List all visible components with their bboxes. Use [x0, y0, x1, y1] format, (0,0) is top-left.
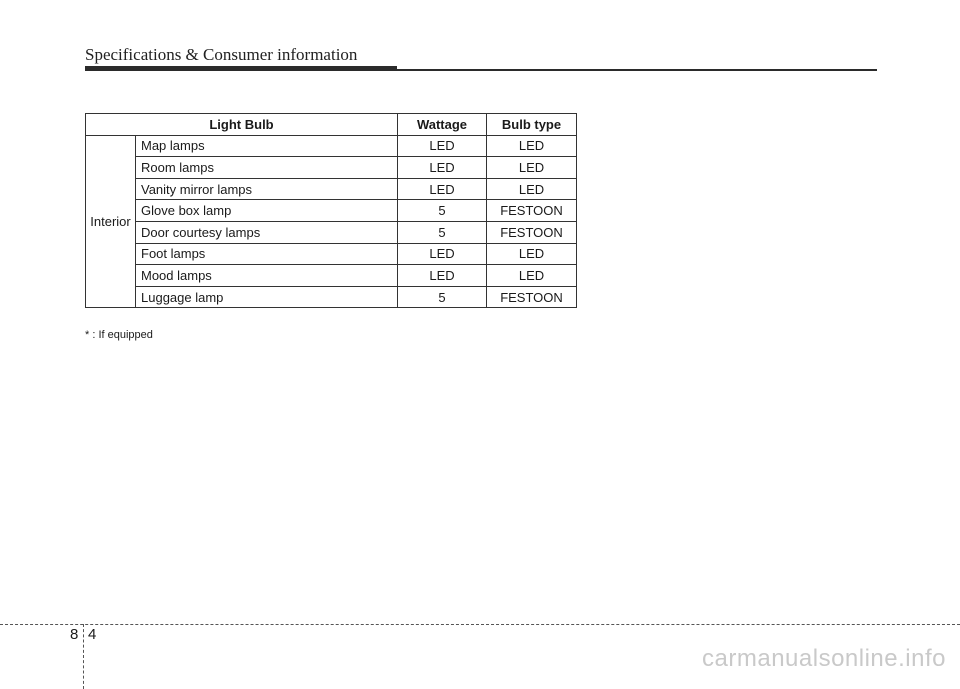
bulb-wattage: LED — [398, 157, 487, 179]
bulb-wattage: LED — [398, 265, 487, 287]
col-header-bulb-type: Bulb type — [487, 114, 577, 136]
table-row — [86, 265, 577, 287]
bulb-wattage: 5 — [398, 221, 487, 243]
footer-dashed-rule — [0, 624, 960, 625]
bulb-wattage: LED — [398, 135, 487, 157]
table-row — [86, 221, 577, 243]
header-rule-thick — [85, 66, 397, 71]
bulb-wattage: LED — [398, 178, 487, 200]
bulb-type: FESTOON — [487, 200, 577, 222]
page-section-number: 8 — [70, 626, 79, 643]
bulb-type: LED — [487, 243, 577, 265]
page-header-title: Specifications & Consumer information — [85, 45, 358, 64]
col-header-light-bulb: Light Bulb — [86, 114, 398, 136]
bulb-type: FESTOON — [487, 286, 577, 308]
group-label-interior: Interior — [86, 135, 136, 308]
footnote-if-equipped: * : If equipped — [85, 329, 153, 341]
bulb-type: FESTOON — [487, 221, 577, 243]
table-row — [86, 200, 577, 222]
bulb-type: LED — [487, 178, 577, 200]
watermark-text: carmanualsonline.info — [702, 645, 946, 672]
col-header-wattage: Wattage — [398, 114, 487, 136]
page-number: 4 — [88, 626, 97, 643]
bulb-name: Room lamps — [136, 157, 398, 179]
table-row — [86, 157, 577, 179]
bulb-name: Luggage lamp — [136, 286, 398, 308]
bulb-name: Foot lamps — [136, 243, 398, 265]
bulb-type: LED — [487, 135, 577, 157]
bulb-name: Vanity mirror lamps — [136, 178, 398, 200]
bulb-wattage: 5 — [398, 286, 487, 308]
table-header-row — [86, 114, 577, 136]
header-rule-thin — [397, 69, 877, 71]
footer-dashed-divider — [83, 624, 84, 689]
bulb-spec-table — [85, 113, 577, 308]
bulb-wattage: 5 — [398, 200, 487, 222]
table-row — [86, 178, 577, 200]
bulb-type: LED — [487, 265, 577, 287]
table-row — [86, 286, 577, 308]
bulb-type: LED — [487, 157, 577, 179]
table-row — [86, 135, 577, 157]
table-row — [86, 243, 577, 265]
bulb-name: Mood lamps — [136, 265, 398, 287]
bulb-name: Door courtesy lamps — [136, 221, 398, 243]
bulb-wattage: LED — [398, 243, 487, 265]
bulb-name: Glove box lamp — [136, 200, 398, 222]
bulb-name: Map lamps — [136, 135, 398, 157]
